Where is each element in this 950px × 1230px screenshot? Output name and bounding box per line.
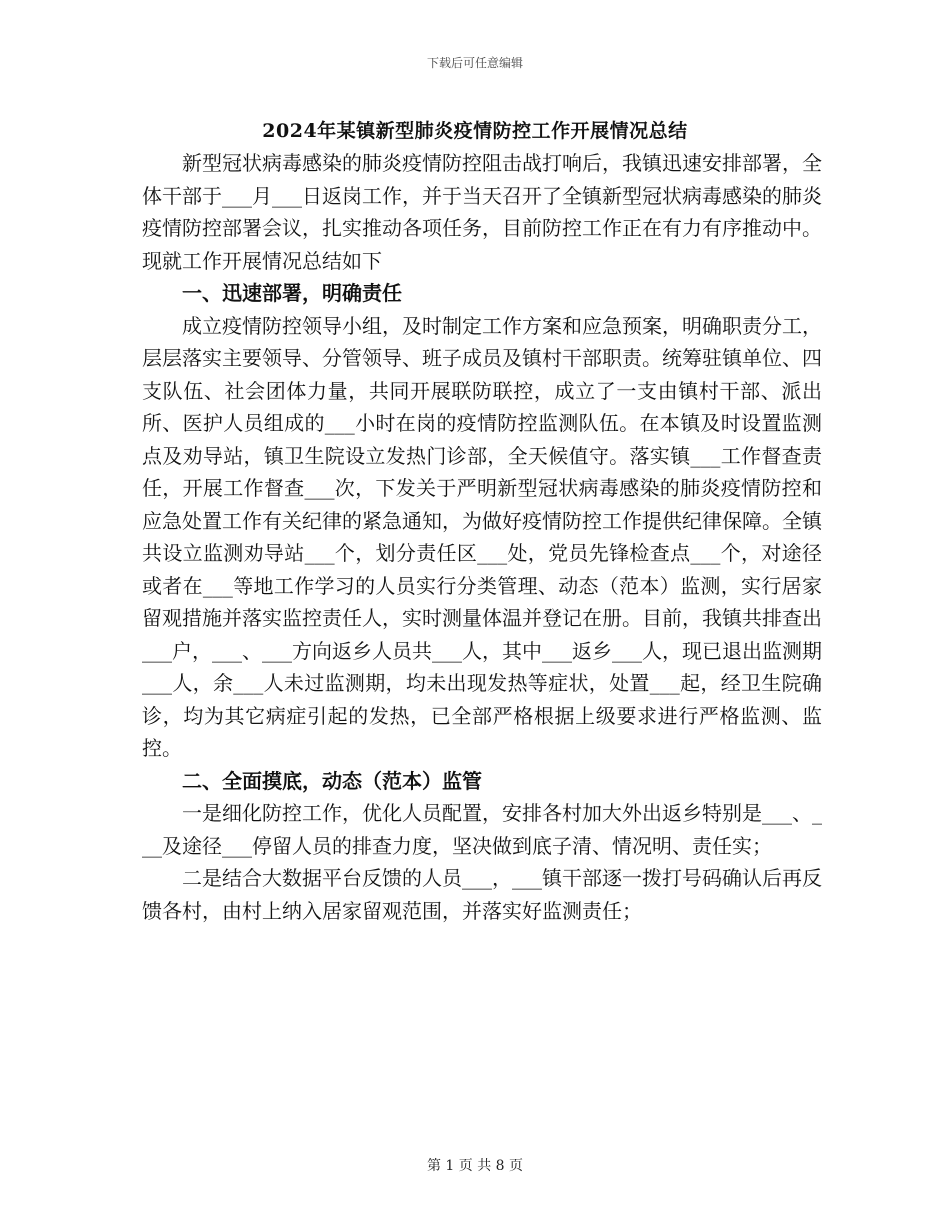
section-1-heading: 一、迅速部署，明确责任 (182, 281, 402, 305)
page-footer: 第 1 页 共 8 页 (426, 1158, 524, 1174)
document-body (142, 147, 822, 927)
section-2-item-2: 二是结合大数据平台反馈的人员___，___镇干部逐一拨打号码确认后再反馈各村，由村上纳入居家留观范围，并落实好监测责任； (142, 866, 822, 923)
section-2-item-1: 一是细化防控工作，优化人员配置，安排各村加大外出返乡特别是___、___及途径___停留人员的排查力度，坚决做到底子清、情况明、责任实； (142, 801, 822, 858)
document-title: 2024年某镇新型肺炎疫情防控工作开展情况总结 (262, 120, 688, 142)
section-2-heading: 二、全面摸底，动态（范本）监管 (182, 768, 482, 793)
intro-paragraph: 新型冠状病毒感染的肺炎疫情防控阻击战打响后，我镇迅速安排部署，全体干部于___月___日返岗工作，并于当天召开了全镇新型冠状病毒感染的肺炎疫情防控部署会议，扎实推动各项任务，目前防控工作正在有力有序推动中。现就工作开展情况总结如下 (142, 151, 822, 273)
header-note: 下载后可任意编辑 (426, 56, 523, 70)
section-1-paragraph: 成立疫情防控领导小组，及时制定工作方案和应急预案，明确职责分工，层层落实主要领导、分管领导、班子成员及镇村干部职责。统筹驻镇单位、四支队伍、社会团体力量，共同开展联防联控，成立了一支由镇村干部、派出所、医护人员组成的___小时在岗的疫情防控监测队伍。在本镇及时设置监测点及劝导站，镇卫生院设立发热门诊部，全天候值守。落实镇___工作督查责任，开展工作督查___次，下发关于严明新型冠状病毒感染的肺炎疫情防控和应急处置工作有关纪律的紧急通知，为做好疫情防控工作提供纪律保障。全镇共设立监测劝导站___个，划分责任区___处，党员先锋检查点___个，对途径或者在___等地工作学习的人员实行分类管理、动态（范本）监测，实行居家留观措施并落实监控责任人，实时测量体温并登记在册。目前，我镇共排查出___户，___、___方向返乡人员共___人，其中___返乡___人，现已退出监测期___人，余___人未过监测期，均未出现发热等症状，处置___起，经卫生院确诊，均为其它病症引起的发热，已全部严格根据上级要求进行严格监测、监控。 (142, 313, 822, 760)
